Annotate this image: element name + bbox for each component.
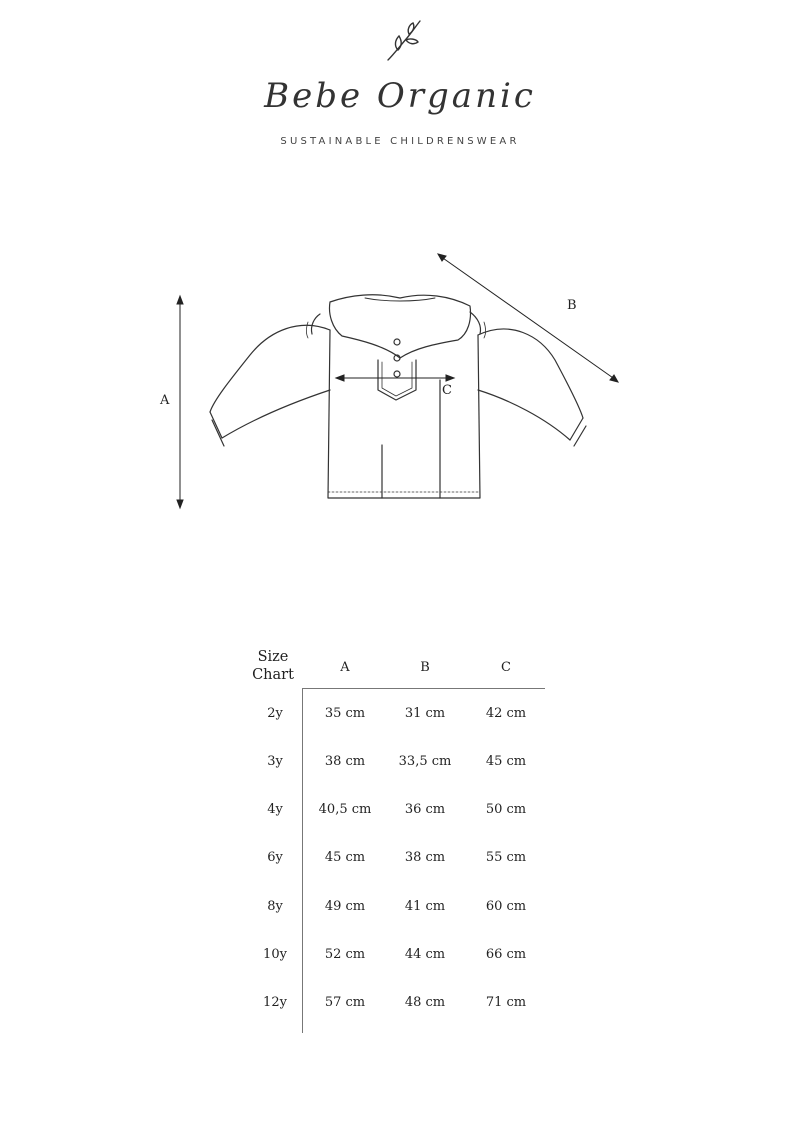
table-row [240,947,560,967]
value-c-cell: 60 cm [485,899,527,914]
value-b-cell: 48 cm [404,995,446,1010]
size-cell: 4y [267,802,283,817]
value-a-cell: 49 cm [324,899,366,914]
value-c-cell: 50 cm [485,802,527,817]
table-row [240,995,560,1015]
value-a-cell: 45 cm [324,850,366,865]
table-row [240,754,560,774]
dimension-label-a: A [160,393,170,408]
value-a-cell: 57 cm [324,995,366,1010]
size-cell: 6y [267,850,283,865]
column-header-c: C [501,660,511,675]
leaf-logo-icon [380,16,430,66]
value-b-cell: 36 cm [404,802,446,817]
brand-tagline: SUSTAINABLE CHILDRENSWEAR [280,136,520,147]
value-c-cell: 42 cm [485,706,527,721]
value-b-cell: 41 cm [404,899,446,914]
value-b-cell: 38 cm [404,850,446,865]
value-b-cell: 33,5 cm [398,754,452,769]
value-c-cell: 71 cm [485,995,527,1010]
blouse-technical-drawing [150,240,650,530]
dimension-label-c: C [442,383,452,398]
column-header-b: B [420,660,430,675]
table-horizontal-divider [302,688,545,689]
value-c-cell: 45 cm [485,754,527,769]
table-row [240,899,560,919]
value-a-cell: 40,5 cm [318,802,372,817]
table-row [240,850,560,870]
table-row [240,706,560,726]
size-cell: 12y [263,995,287,1010]
value-a-cell: 35 cm [324,706,366,721]
value-a-cell: 52 cm [324,947,366,962]
size-cell: 2y [267,706,283,721]
size-cell: 8y [267,899,283,914]
dimension-label-b: B [567,298,577,313]
table-row [240,802,560,822]
value-b-cell: 31 cm [404,706,446,721]
value-c-cell: 55 cm [485,850,527,865]
size-cell: 10y [263,947,287,962]
size-cell: 3y [267,754,283,769]
column-header-a: A [340,660,350,675]
size-chart-title: Size Chart [252,649,294,683]
value-a-cell: 38 cm [324,754,366,769]
value-b-cell: 44 cm [404,947,446,962]
value-c-cell: 66 cm [485,947,527,962]
brand-name: Bebe Organic [264,76,536,116]
size-chart-table [240,648,560,1038]
